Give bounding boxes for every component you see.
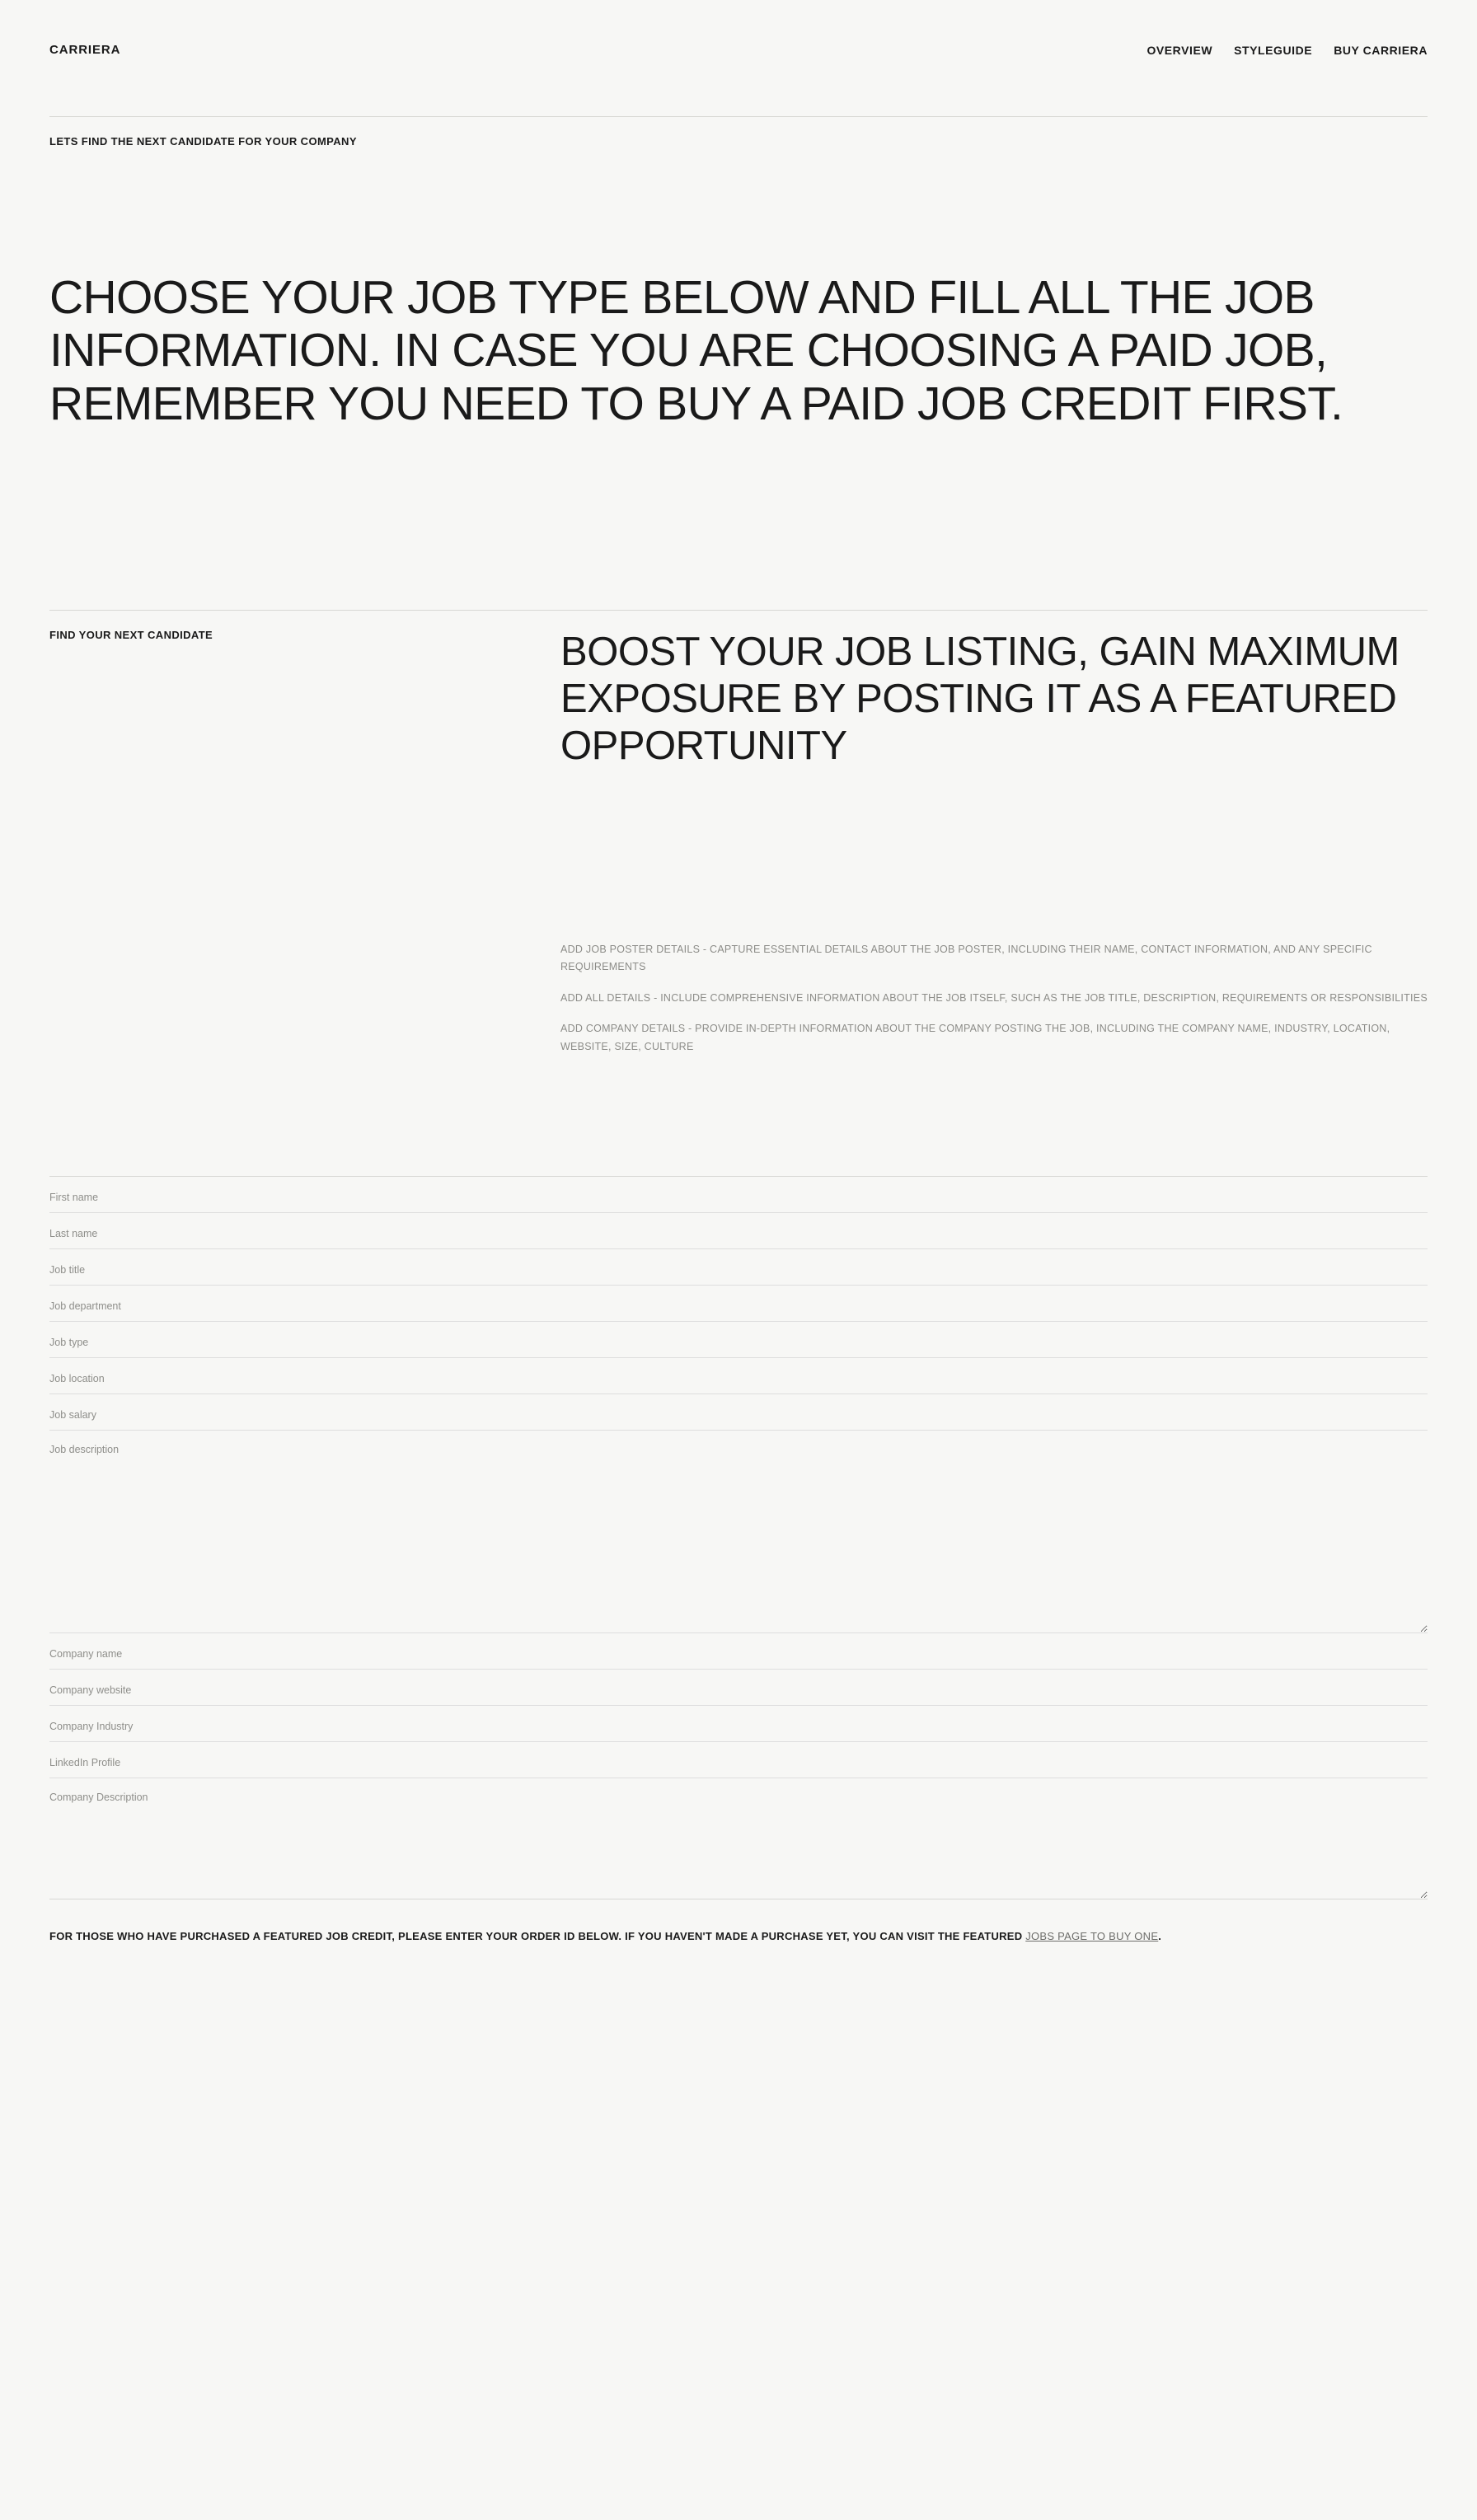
field-job-title[interactable] [49, 1249, 1428, 1286]
hero-heading: CHOOSE YOUR JOB TYPE BELOW AND FILL ALL THE JOB INFORMATION. IN CASE YOU ARE CHOOSING A PAID JOB, REMEMBER YOU NEED TO BUY A PAID JOB CREDIT FIRST. [49, 271, 1343, 430]
boost-section [49, 611, 1428, 1069]
field-company-website[interactable] [49, 1670, 1428, 1706]
field-company-industry[interactable] [49, 1706, 1428, 1742]
boost-bottom-spacer [49, 1069, 1428, 1176]
company-website-input[interactable] [49, 1684, 1428, 1696]
company-description-textarea[interactable] [49, 1808, 1428, 1899]
field-first-name[interactable] [49, 1177, 1428, 1213]
company-description-label: Company Description [49, 1792, 148, 1804]
last-name-input[interactable] [49, 1228, 1428, 1239]
job-post-form [49, 1177, 1428, 1899]
field-company-description[interactable] [49, 1778, 1428, 1899]
hero-eyebrow: LETS FIND THE NEXT CANDIDATE FOR YOUR COMPANY [49, 135, 357, 148]
job-salary-input[interactable] [49, 1409, 1428, 1421]
brand-logo[interactable]: CARRIERA [49, 43, 121, 57]
field-last-name[interactable] [49, 1213, 1428, 1249]
job-description-label: Job description [49, 1444, 120, 1456]
boost-bullet-job-poster: ADD JOB POSTER DETAILS - CAPTURE ESSENTIAL DETAILS ABOUT THE JOB POSTER, INCLUDING THEIR NAME, CONTACT INFORMATION, AND ANY SPECIFIC REQUIREMENTS [560, 943, 1372, 973]
field-company-name[interactable] [49, 1633, 1428, 1670]
hero-spacer [49, 148, 1428, 271]
nav-links [1146, 44, 1428, 57]
nav-link-buy-carriera[interactable]: BUY CARRIERA [1334, 43, 1428, 57]
company-name-input[interactable] [49, 1648, 1428, 1660]
job-description-textarea[interactable] [49, 1460, 1428, 1633]
job-type-input[interactable] [49, 1337, 1428, 1348]
field-job-salary[interactable] [49, 1394, 1428, 1431]
boost-left-column [49, 629, 511, 641]
first-name-input[interactable] [49, 1192, 1428, 1203]
company-industry-input[interactable] [49, 1721, 1428, 1732]
boost-bullet-company-details: ADD COMPANY DETAILS - PROVIDE IN-DEPTH INFORMATION ABOUT THE COMPANY POSTING THE JOB, INCLUDING THE COMPANY NAME, INDUSTRY, LOCATION, WEBSITE, SIZE, CULTURE [560, 1023, 1390, 1052]
linkedin-profile-input[interactable] [49, 1757, 1428, 1768]
job-department-input[interactable] [49, 1300, 1428, 1312]
field-job-department[interactable] [49, 1286, 1428, 1322]
order-id-note [49, 1899, 1428, 1970]
hero-bottom-spacer [49, 437, 1428, 610]
boost-label: FIND YOUR NEXT CANDIDATE [49, 629, 213, 642]
nav-link-overview[interactable]: OVERVIEW [1146, 43, 1213, 57]
field-job-description[interactable] [49, 1431, 1428, 1633]
job-title-input[interactable] [49, 1264, 1428, 1276]
top-navigation [49, 0, 1428, 65]
field-job-type[interactable] [49, 1322, 1428, 1358]
boost-bullets [560, 941, 1428, 1056]
order-note-text-before: FOR THOSE WHO HAVE PURCHASED A FEATURED JOB CREDIT, PLEASE ENTER YOUR ORDER ID BELOW. IF YOU HAVEN'T MADE A PURCHASE YET, YOU CAN VISIT THE FEATURED [49, 1930, 1026, 1943]
featured-jobs-page-link[interactable]: JOBS PAGE TO BUY ONE [1025, 1930, 1159, 1943]
job-location-input[interactable] [49, 1373, 1428, 1384]
boost-bullet-all-details: ADD ALL DETAILS - INCLUDE COMPREHENSIVE INFORMATION ABOUT THE JOB ITSELF, SUCH AS THE JOB TITLE, DESCRIPTION, REQUIREMENTS OR RESPONSIBILITIES [560, 991, 1428, 1004]
boost-heading: BOOST YOUR JOB LISTING, GAIN MAXIMUM EXPOSURE BY POSTING IT AS A FEATURED OPPORTUNITY [560, 630, 1400, 768]
field-job-location[interactable] [49, 1358, 1428, 1394]
order-note-text-after: . [1158, 1930, 1162, 1943]
nav-link-styleguide[interactable]: STYLEGUIDE [1234, 43, 1313, 57]
boost-right-column [511, 629, 1428, 1069]
field-linkedin-profile[interactable] [49, 1742, 1428, 1778]
